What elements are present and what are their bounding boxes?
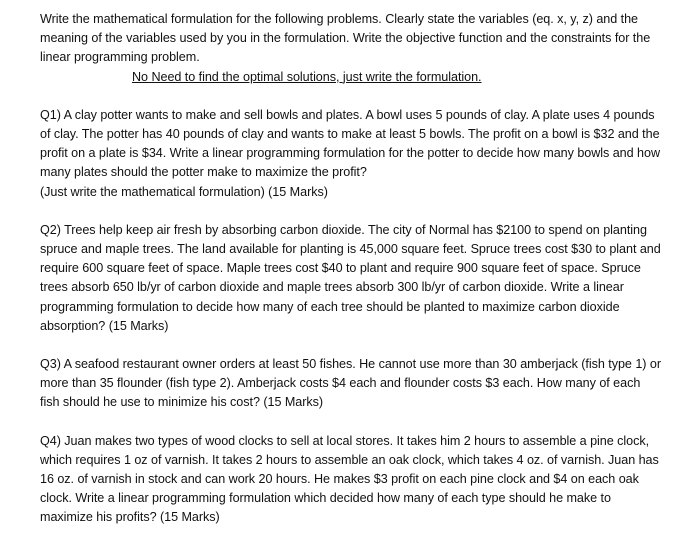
- question-1: [40, 106, 662, 202]
- question-4: [40, 432, 662, 528]
- question-1-extra: (Just write the mathematical formulation) (15 Marks): [40, 184, 328, 199]
- document-page: [40, 10, 662, 528]
- question-3-text: Q3) A seafood restaurant owner orders at least 50 fishes. He cannot use more than 30 amberjack (fish type 1) or more than 35 flounder (fish type 2). Amberjack costs $4 each and flounder costs $3 each. How many of each fish should he use to minimize his cost? (15 Marks): [40, 357, 661, 410]
- instructions-note: No Need to find the optimal solutions, just write the formulation.: [132, 69, 482, 84]
- question-4-text: Q4) Juan makes two types of wood clocks to sell at local stores. It takes him 2 hours to assemble a pine clock, which requires 1 oz of varnish. It takes 2 hours to assemble an oak clock, which takes 4 oz. of varnish. Juan has 16 oz. of varnish in stock and can work 20 hours. He makes $3 profit on each pine clock and $4 on each oak clock. Write a linear programming formulation which decided how many of each type should he make to maximize his profits? (15 Marks): [40, 433, 659, 525]
- question-2: [40, 221, 662, 336]
- instructions-text: Write the mathematical formulation for the following problems. Clearly state the variables (eq. x, y, z) and the meaning of the variables used by you in the formulation. Write the objective function and the constraints for the linear programming problem.: [40, 12, 651, 65]
- question-2-text: Q2) Trees help keep air fresh by absorbing carbon dioxide. The city of Normal has $2100 to spend on planting spruce and maple trees. The land available for planting is 45,000 square feet. Spruce trees cost $30 to plant and require 600 square feet of space. Maple trees cost $40 to plant and require 900 square feet of space. Spruce trees absorb 650 lb/yr of carbon dioxide and maple trees absorb 300 lb/yr of carbon dioxide. Write a linear programming formulation to decide how many of each tree should be planted to maximize carbon dioxide absorption? (15 Marks): [40, 222, 661, 333]
- question-3: [40, 355, 662, 413]
- question-1-text: Q1) A clay potter wants to make and sell bowls and plates. A bowl uses 5 pounds of clay. A plate uses 4 pounds of clay. The potter has 40 pounds of clay and wants to make at least 5 bowls. The profit on a bowl is $32 and the profit on a plate is $34. Write a linear programming formulation for the potter to decide how many bowls and how many plates should the potter make to maximize the profit?: [40, 107, 660, 180]
